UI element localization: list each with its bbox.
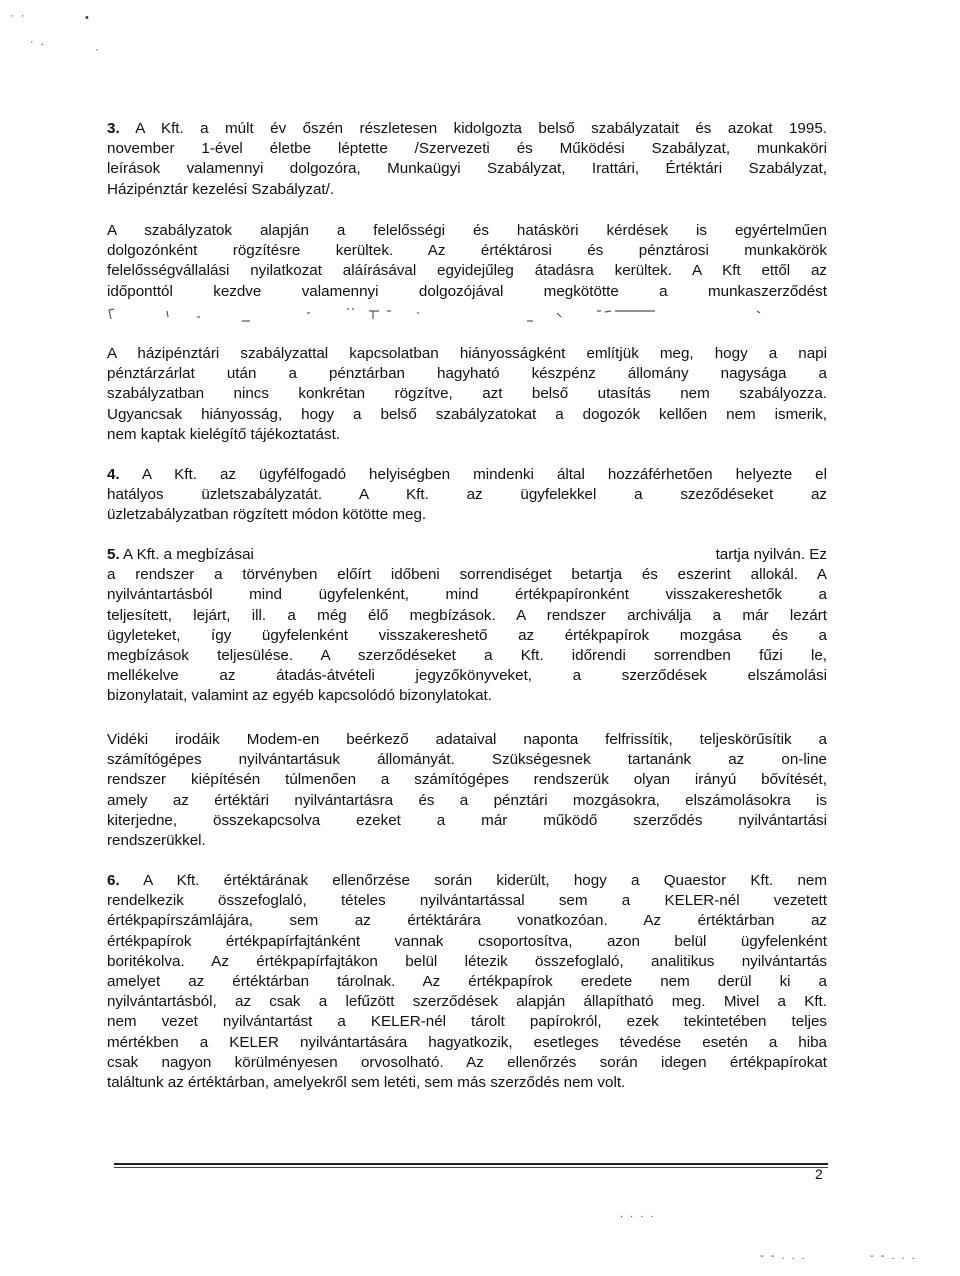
scan-speck: • — [85, 12, 91, 24]
footer-rule — [114, 1163, 828, 1165]
line-text: A Kft. értéktárának ellenőrzése során kiderült, hogy a Quaestor Kft. nem — [119, 872, 827, 889]
paragraph — [107, 465, 827, 526]
text-line — [107, 606, 827, 626]
line-text: megbízások teljesülése. A szerződéseket a Kft. időrendi sorrendben fűzi le, — [107, 647, 827, 665]
line-text: szabályzatban nincs konkrétan rögzítve, azt belső utasítás nem szabályozza. — [107, 385, 827, 403]
paragraph — [107, 221, 827, 302]
text-line — [107, 666, 827, 686]
text-line — [107, 425, 827, 445]
paragraph — [107, 545, 827, 707]
scan-speck: - - . . . — [870, 1250, 917, 1262]
text-line — [107, 891, 827, 911]
line-text: rendszer kiépítésén túlmenően a számítógépes rendszerük olyan irányú bővítését, — [107, 771, 827, 789]
text-line — [107, 791, 827, 811]
text-line — [107, 159, 827, 179]
text-line — [107, 770, 827, 790]
line-text: amely az értéktári nyilvántartásra és a pénztári mozgásokra, elszámolásokra is — [107, 791, 827, 809]
paragraph — [107, 730, 827, 851]
line-text: A házipénztári szabályzattal kapcsolatban hiányosságként említjük meg, hogy a napi — [107, 345, 827, 362]
line-text: nem kaptak kielégítő tájékoztatást. — [107, 425, 341, 443]
text-line — [107, 485, 827, 505]
line-text: nem vezet nyilvántartást a KELER-nél tárolt papírokról, ezek tekintetében teljes — [107, 1013, 827, 1031]
line-text: A Kft. a megbízásai — [119, 546, 254, 563]
text-line — [107, 384, 827, 404]
text-line — [107, 139, 827, 159]
line-text: A Kft. a múlt év őszén részletesen kidolgozta belső szabályzatait és azokat 1995. — [119, 120, 827, 137]
text-line — [107, 811, 827, 831]
line-text: bizonylatait, valamint az egyéb kapcsolódó bizonylatokat. — [107, 687, 492, 705]
line-text: A Kft. az ügyfélfogadó helyiségben mindenki által hozzáférhetően helyezte el — [119, 466, 827, 483]
line-text: csak nagyon körülményesen orvosolható. Az ellenőrzés során idegen értékpapírokat — [107, 1053, 827, 1071]
line-text: találtunk az értéktárban, amelyekről sem letéti, sem más szerződés nem volt. — [107, 1074, 626, 1092]
text-line — [107, 344, 827, 364]
text-line — [107, 545, 827, 565]
line-text: A szabályzatok alapján a felelősségi és hatásköri kérdések is egyértelműen — [107, 222, 827, 239]
text-line — [107, 686, 827, 706]
text-line — [107, 465, 827, 485]
text-line — [107, 750, 827, 770]
page-number: 2 — [815, 1166, 823, 1182]
line-text: nyilvántartásból, az csak a lefűzött szerződések alapján állapítható meg. Mivel a Kft. — [107, 993, 827, 1011]
scan-speck: · · — [10, 10, 27, 22]
line-text: Vidéki irodáik Modem-en beérkező adataival naponta felfrissítik, teljeskörűsítik a — [107, 731, 827, 748]
line-text: a rendszer a törvényben előírt időbeni sorrendiséget betartja és eszerint allokál. A — [107, 566, 827, 584]
text-line — [107, 119, 827, 139]
line-text: értékpapírok értékpapírfajtánként vannak csoportosítva, azon belül ügyfelenként — [107, 932, 827, 950]
line-text: rendszerükkel. — [107, 832, 206, 850]
line-text: hatályos üzletszabályzatát. A Kft. az ügyfelekkel a szeződéseket az — [107, 486, 827, 504]
scan-speck: . . . . — [620, 1208, 656, 1220]
section-number: 4. — [107, 466, 120, 483]
line-text: rendelkezik összefoglaló, tételes nyilvántartással sem a KELER-nél vezetett — [107, 892, 827, 910]
paragraph — [107, 119, 827, 200]
line-text: kiterjedne, összekapcsolva ezeket a már működő szerződés nyilvántartási — [107, 811, 827, 829]
text-line — [107, 1053, 827, 1073]
line-text: üzletzabályzatban rögzített módon kötötte meg. — [107, 506, 427, 524]
text-line — [107, 952, 827, 972]
text-line — [107, 626, 827, 646]
paragraph — [107, 344, 827, 445]
line-text: értékpapírszámlájára, sem az értéktárára vonatkozóan. Az értéktárban az — [107, 912, 827, 930]
text-line — [107, 241, 827, 261]
line-text: mértékben a KELER nyilvántartására hagyatkozik, esetleges tévedése esetén a hiba — [107, 1033, 827, 1051]
text-line — [107, 1033, 827, 1053]
text-line — [107, 646, 827, 666]
text-line — [107, 405, 827, 425]
footer-rule-thin — [114, 1167, 828, 1168]
line-text: november 1-ével életbe léptette /Szervezeti és Működési Szabályzat, munkaköri — [107, 140, 827, 158]
line-text: dolgozónként rögzítésre kerültek. Az értéktárosi és pénztárosi munkakörök — [107, 242, 827, 260]
line-text: nyilvántartásból mind ügyfelenként, mind értékpapíronként visszakereshetők a — [107, 586, 827, 604]
text-line — [107, 932, 827, 952]
text-line — [107, 364, 827, 384]
text-line — [107, 972, 827, 992]
line-text: időponttól kezdve valamennyi dolgozójával megkötötte a munkaszerződést — [107, 282, 827, 300]
line-text: ügyleteket, így ügyfelenként visszakereshető az értékpapírok mozgása és a — [107, 626, 827, 644]
text-line — [107, 282, 827, 302]
section-number: 5. — [107, 546, 120, 563]
line-text: boritékolva. Az értékpapírfajtákon belül létezik összefoglaló, analitikus nyilvántartás — [107, 952, 827, 970]
line-text: amelyet az értéktárban tárolnak. Az értékpapírok eredete nem derül ki a — [107, 973, 827, 991]
text-line — [107, 911, 827, 931]
scan-speck: - - . . . — [760, 1250, 807, 1262]
text-line — [107, 585, 827, 605]
text-line — [107, 505, 827, 525]
paragraph — [107, 871, 827, 1093]
text-line — [107, 730, 827, 750]
text-line — [107, 831, 827, 851]
line-text: pénztárzárlat után a pénztárban hagyható készpénz állomány nagysága a — [107, 365, 827, 383]
section-number: 3. — [107, 120, 120, 137]
text-line — [107, 1012, 827, 1032]
line-text: felelősségvállalási nyilatkozat aláírásával egyidejűleg átadásra kerültek. A Kft ettől az — [107, 262, 827, 280]
text-line — [107, 261, 827, 281]
obscured-line — [107, 307, 827, 323]
line-text: leírások valamennyi dolgozóra, Munkaügyi Szabályzat, Irattári, Értéktári Szabályzat, — [107, 160, 827, 178]
text-line — [107, 565, 827, 585]
scan-speck: · — [95, 44, 101, 56]
line-text-after-gap: tartja nyilván. Ez — [715, 546, 827, 563]
text-line — [107, 871, 827, 891]
section-number: 6. — [107, 872, 120, 889]
scan-speck: · . — [30, 36, 46, 48]
line-text: számítógépes nyilvántartásuk állományát. Szükségesnek tartanánk az on-line — [107, 751, 827, 769]
text-line — [107, 992, 827, 1012]
text-line — [107, 221, 827, 241]
text-line — [107, 180, 827, 200]
line-text: Ugyancsak hiányosság, hogy a belső szabályzatokat a dogozók kellően nem ismerik, — [107, 405, 827, 423]
line-text: teljesített, lejárt, ill. a még élő megbízások. A rendszer archiválja a már lezárt — [107, 606, 827, 624]
line-text: mellékelve az átadás-átvételi jegyzőkönyveket, a szerződések elszámolási — [107, 667, 827, 685]
text-line — [107, 1073, 827, 1093]
line-text: Házipénztár kezelési Szabályzat/. — [107, 180, 335, 198]
